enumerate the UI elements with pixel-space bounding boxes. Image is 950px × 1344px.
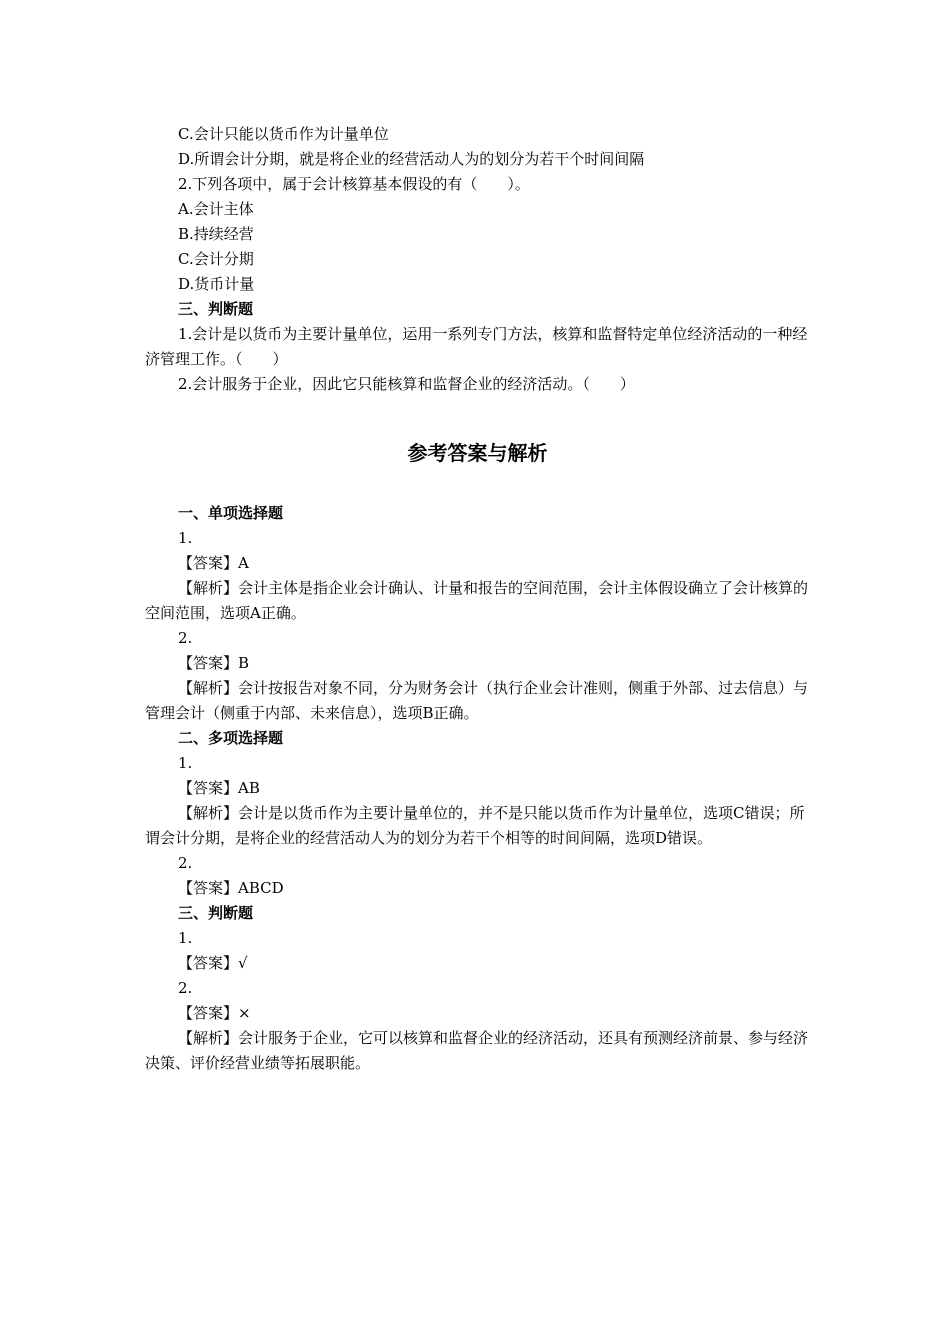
explanation-label: 【解析】 [178,1029,239,1047]
answer-line [145,876,810,901]
answer-value: × [238,1004,251,1022]
answer-number: 2. [178,629,193,647]
answer-number: 1. [178,529,193,547]
explanation-label: 【解析】 [178,679,239,697]
explanation-line [145,676,810,726]
answer-label: 【答案】 [178,1004,239,1022]
option-d: D.所谓会计分期，就是将企业的经营活动人为的划分为若干个时间间隔 [178,150,645,168]
answer-line [145,1001,810,1026]
answer-label: 【答案】 [178,954,239,972]
true-false-question-2: 2.会计服务于企业，因此它只能核算和监督企业的经济活动。（ ） [178,375,635,393]
answer-label: 【答案】 [178,779,239,797]
explanation-line [145,1026,810,1076]
answer-number: 1. [178,929,193,947]
option-c: C.会计只能以货币作为计量单位 [178,125,389,143]
answer-label: 【答案】 [178,554,239,572]
question-2: 2.下列各项中，属于会计核算基本假设的有（ ）。 [178,175,530,193]
question-2-option-c: C.会计分期 [178,250,254,268]
answers-section-true-false: 三、判断题 [178,904,254,922]
answer-label: 【答案】 [178,654,239,672]
answer-value: ABCD [238,879,284,897]
answer-value: AB [238,779,260,797]
explanation-text: 会计主体是指企业会计确认、计量和报告的空间范围，会计主体假设确立了会计核算的空间范围，选项A正确。 [145,579,809,622]
explanation-text: 会计是以货币作为主要计量单位的，并不是只能以货币作为计量单位，选项C错误；所谓会计分期，是将企业的经营活动人为的划分为若干个相等的时间间隔，选项D错误。 [145,804,805,847]
explanation-text: 会计服务于企业，它可以核算和监督企业的经济活动，还具有预测经济前景、参与经济决策、评价经营业绩等拓展职能。 [145,1029,809,1072]
answers-section-multiple-choice: 二、多项选择题 [178,729,284,747]
answer-number: 1. [178,754,193,772]
answer-line [145,776,810,801]
answers-section-single-choice: 一、单项选择题 [178,504,284,522]
answer-value: √ [238,954,248,972]
answer-line [145,651,810,676]
section-heading-true-false: 三、判断题 [178,300,254,318]
answer-number: 2. [178,979,193,997]
explanation-label: 【解析】 [178,804,239,822]
answer-label: 【答案】 [178,879,239,897]
explanation-line [145,801,810,851]
true-false-question-1: 1.会计是以货币为主要计量单位，运用一系列专门方法，核算和监督特定单位经济活动的一种经济管理工作。（ ） [145,325,808,368]
question-2-option-b: B.持续经营 [178,225,254,243]
answer-line [145,951,810,976]
question-2-option-d: D.货币计量 [178,275,255,293]
question-2-option-a: A.会计主体 [178,200,254,218]
answer-number: 2. [178,854,193,872]
answer-value: A [238,554,249,572]
answer-line [145,551,810,576]
document-page [145,122,810,1076]
explanation-text: 会计按报告对象不同，分为财务会计（执行企业会计准则，侧重于外部、过去信息）与管理会计（侧重于内部、未来信息），选项B正确。 [145,679,809,722]
answer-value: B [238,654,250,672]
answers-title: 参考答案与解析 [407,441,548,465]
explanation-line [145,576,810,626]
explanation-label: 【解析】 [178,579,239,597]
